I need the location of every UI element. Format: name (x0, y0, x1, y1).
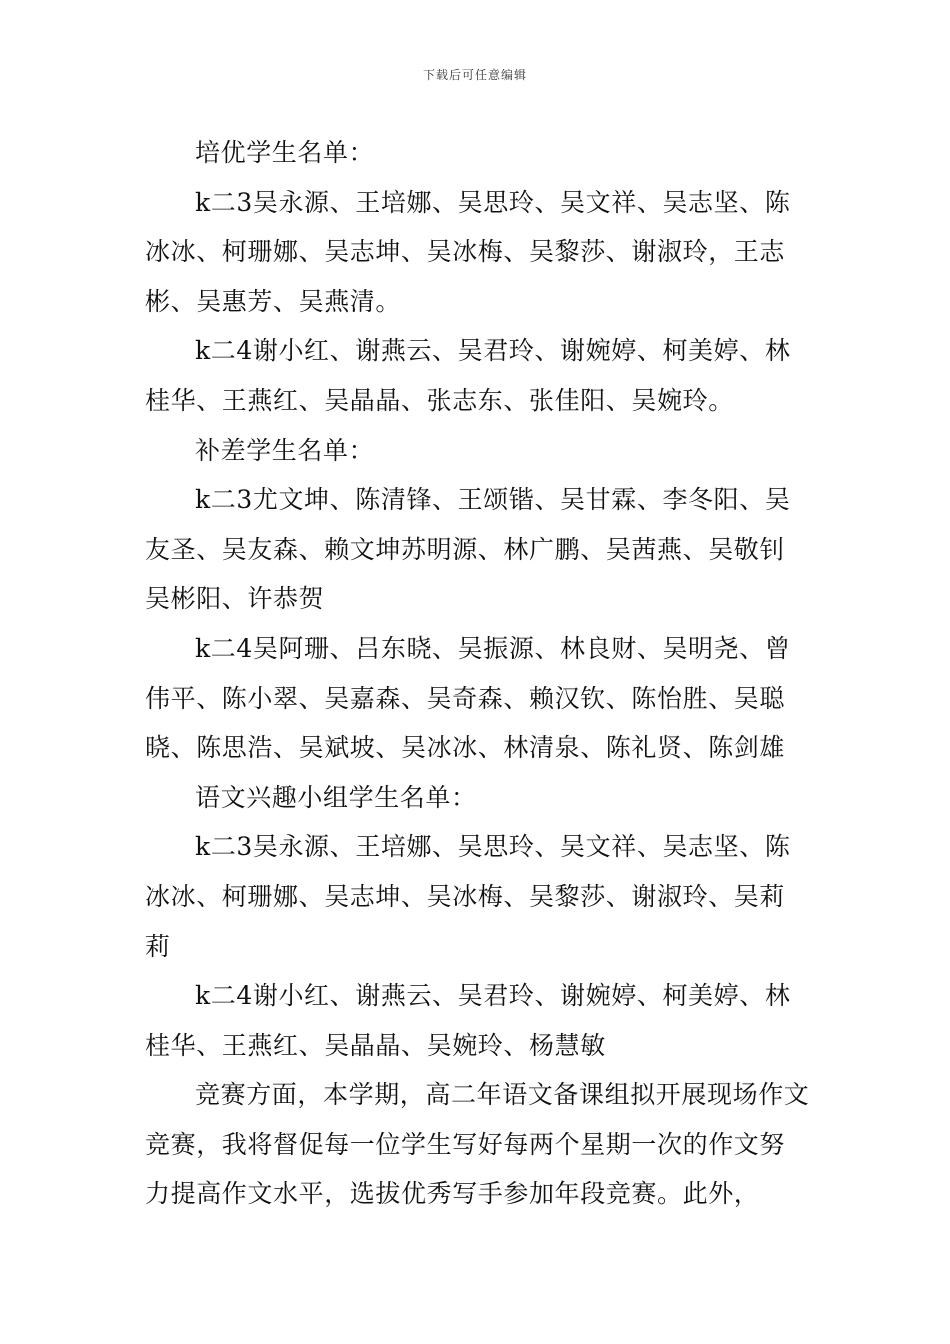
paragraph-top-students-class4: k二4谢小红、谢燕云、吴君玲、谢婉婷、柯美婷、林桂华、王燕红、吴晶晶、张志东、张佳阳、吴婉玲。 (145, 336, 791, 415)
paragraph-top-students-class3: k二3吴永源、王培娜、吴思玲、吴文祥、吴志坚、陈冰冰、柯珊娜、吴志坤、吴冰梅、吴黎莎、谢淑玲，王志彬、吴惠芳、吴燕清。 (145, 187, 791, 316)
paragraph-remedial-students-heading: 补差学生名单： (195, 435, 375, 465)
paragraph-interest-group-heading: 语文兴趣小组学生名单： (195, 782, 477, 812)
paragraph-interest-group-class4: k二4谢小红、谢燕云、吴君玲、谢婉婷、柯美婷、林桂华、王燕红、吴晶晶、吴婉玲、杨慧敏 (145, 981, 791, 1060)
page-header-note: 下载后可任意编辑 (422, 68, 527, 82)
paragraph-top-students-heading: 培优学生名单： (195, 138, 375, 167)
document-body (145, 128, 810, 1219)
paragraph-interest-group-class3: k二3吴永源、王培娜、吴思玲、吴文祥、吴志坚、陈冰冰、柯珊娜、吴志坤、吴冰梅、吴黎莎、谢淑玲、吴莉莉 (145, 832, 791, 961)
paragraph-competition: 竞赛方面，本学期，高二年语文备课组拟开展现场作文竞赛，我将督促每一位学生写好每两个星期一次的作文努力提高作文水平，选拔优秀写手参加年段竞赛。此外， (145, 1080, 810, 1209)
paragraph-remedial-students-class3: k二3尤文坤、陈清锋、王颂锴、吴甘霖、李冬阳、吴友圣、吴友森、赖文坤苏明源、林广鹏、吴茜燕、吴敬钊吴彬阳、许恭贺 (145, 485, 791, 614)
paragraph-remedial-students-class4: k二4吴阿珊、吕东晓、吴振源、林良财、吴明尧、曾伟平、陈小翠、吴嘉森、吴奇森、赖汉钦、陈怡胜、吴聪晓、陈思浩、吴斌坡、吴冰冰、林清泉、陈礼贤、陈剑雄 (145, 633, 791, 763)
